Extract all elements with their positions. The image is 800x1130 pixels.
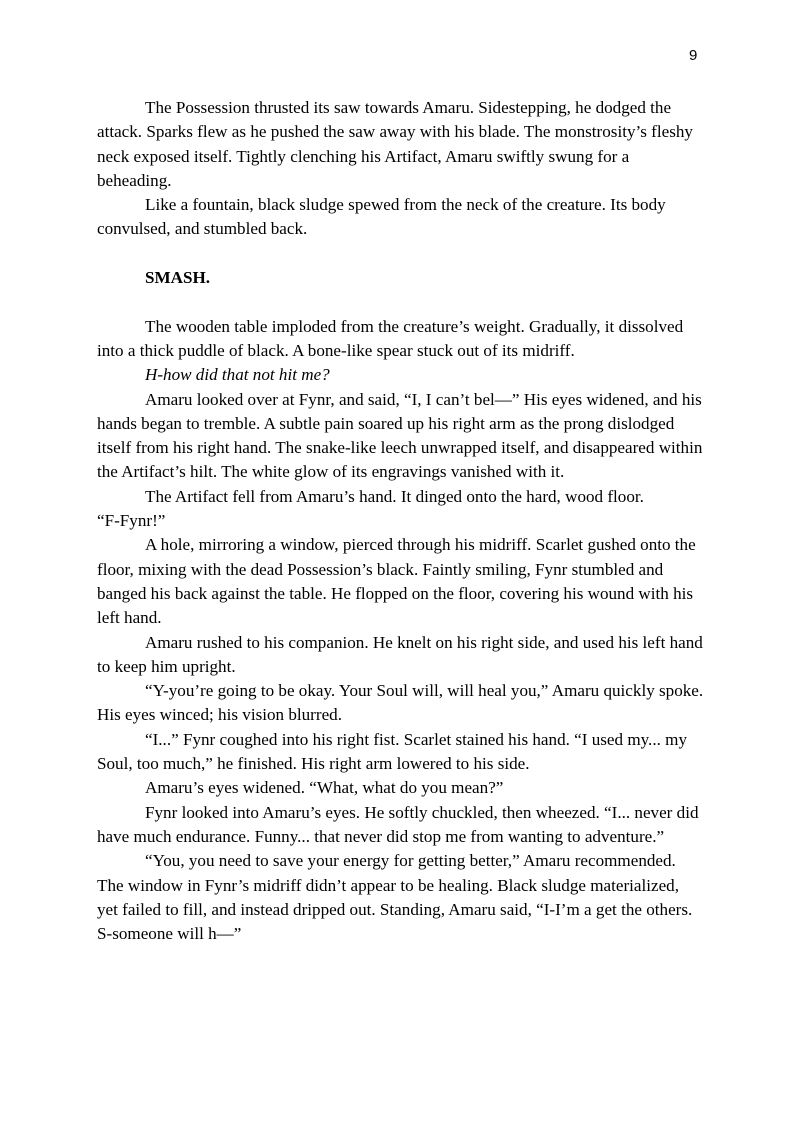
paragraph: Amaru looked over at Fynr, and said, “I, I can’t bel—” His eyes widened, and his hands began to tremble. A subtle pain soared up his right arm as the prong dislodged itself from his right hand. The snake-like leech unwrapped itself, and disappeared within the Artifact’s hilt. The white glow of its engravings vanished with it. bbox=[97, 389, 703, 482]
paragraph: Amaru’s eyes widened. “What, what do you mean?” bbox=[145, 778, 504, 798]
sound-effect-heading: SMASH. bbox=[145, 268, 211, 288]
paragraph: Like a fountain, black sludge spewed from the neck of the creature. Its body convulsed, and stumbled back. bbox=[97, 195, 666, 239]
paragraph: Amaru rushed to his companion. He knelt on his right side, and used his left hand to keep him upright. bbox=[97, 632, 703, 676]
italic-thought: H-how did that not hit me? bbox=[145, 365, 330, 385]
body-text bbox=[97, 96, 704, 946]
paragraph: “Y-you’re going to be okay. Your Soul will, will heal you,” Amaru quickly spoke. His eyes winced; his vision blurred. bbox=[97, 681, 704, 725]
page-number: 9 bbox=[689, 47, 698, 64]
paragraph: “I...” Fynr coughed into his right fist. Scarlet stained his hand. “I used my... my Soul, too much,” he finished. His right arm lowered to his side. bbox=[97, 729, 687, 774]
paragraph: The wooden table imploded from the creature’s weight. Gradually, it dissolved into a thick puddle of black. A bone-like spear stuck out of its midriff. bbox=[97, 316, 684, 360]
paragraph: The Artifact fell from Amaru’s hand. It dinged onto the hard, wood floor. bbox=[145, 486, 644, 506]
paragraph: The Possession thrusted its saw towards Amaru. Sidestepping, he dodged the attack. Sparks flew as he pushed the saw away with his blade. The monstrosity’s fleshy neck exposed itself. Tightly clenching his Artifact, Amaru swiftly swung for a beheading. bbox=[97, 98, 693, 190]
paragraph: A hole, mirroring a window, pierced through his midriff. Scarlet gushed onto the floor, mixing with the dead Possession’s black. Faintly smiling, Fynr stumbled and banged his back against the table. He flopped on the floor, covering his wound with his left hand. bbox=[97, 535, 696, 628]
dialogue-line: “F-Fynr!” bbox=[97, 511, 166, 531]
paragraph: Fynr looked into Amaru’s eyes. He softly chuckled, then wheezed. “I... never did have much endurance. Funny... that never did stop me from wanting to adventure.” bbox=[97, 802, 699, 846]
paragraph: “You, you need to save your energy for getting better,” Amaru recommended. The window in Fynr’s midriff didn’t appear to be healing. Black sludge materialized, yet failed to fill, and instead dripped out. Standing, Amaru said, “I-I’m a get the others. S-someone will h—” bbox=[97, 851, 693, 944]
